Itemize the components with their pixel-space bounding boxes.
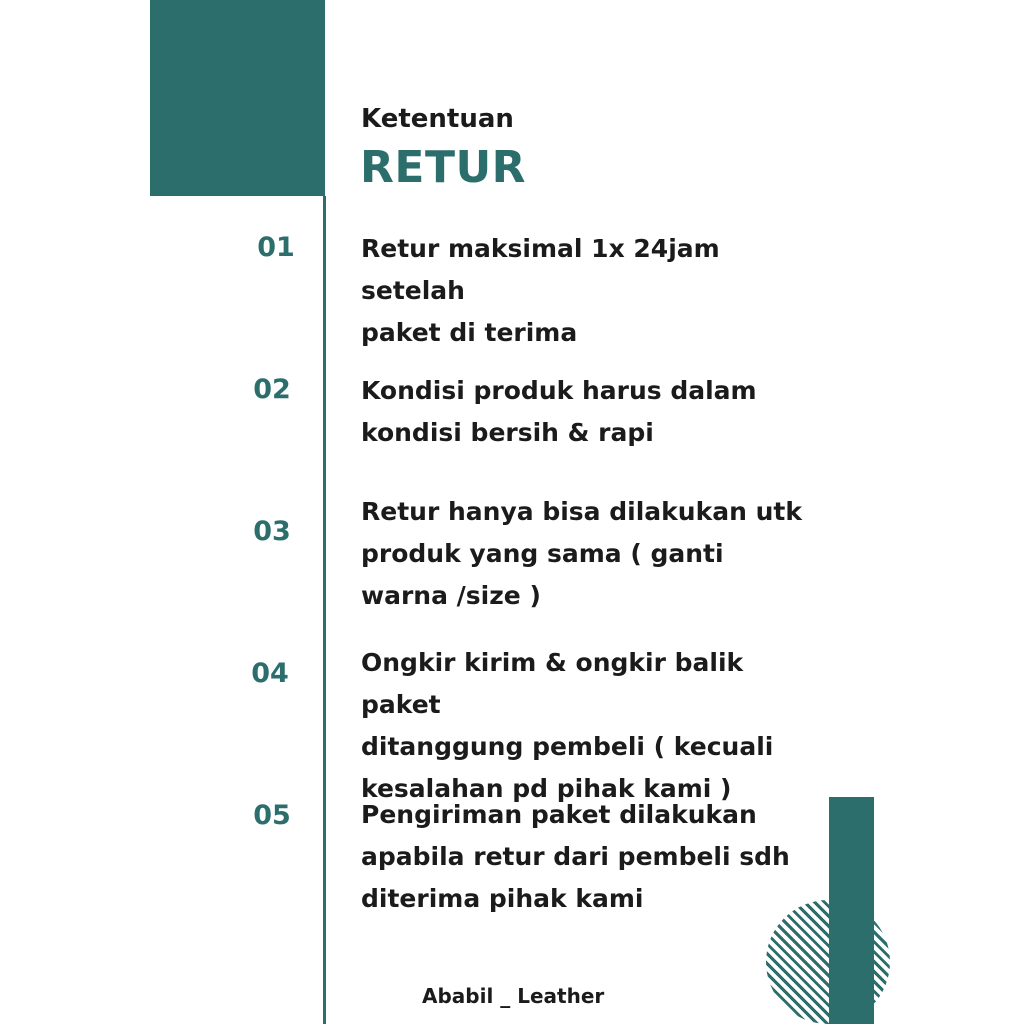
header-title: RETUR (360, 142, 527, 193)
rule-01-line-1: Retur maksimal 1x 24jam setelah (361, 234, 720, 305)
bottom-right-teal-bar (829, 797, 874, 1024)
rule-text-05 (361, 794, 831, 920)
rule-04-line-1: Ongkir kirim & ongkir balik paket (361, 648, 744, 719)
rule-number-04: 04 (251, 658, 289, 689)
rule-03-line-3: warna /size ) (361, 581, 541, 610)
rule-number-05: 05 (253, 800, 291, 831)
rule-text-04 (361, 642, 831, 810)
rule-text-03 (361, 491, 831, 617)
header-subtitle: Ketentuan (361, 104, 514, 134)
rule-05-line-3: diterima pihak kami (361, 884, 644, 913)
rule-04-line-3: kesalahan pd pihak kami ) (361, 774, 732, 803)
rule-03-line-2: produk yang sama ( ganti (361, 539, 724, 568)
vertical-divider-line (323, 196, 326, 1024)
rule-number-03: 03 (253, 516, 291, 547)
rule-number-02: 02 (253, 374, 291, 405)
rule-01-line-2: paket di terima (361, 318, 578, 347)
rule-text-02 (361, 370, 831, 454)
top-left-teal-block (150, 0, 325, 196)
rule-04-line-2: ditanggung pembeli ( kecuali (361, 732, 774, 761)
brand-footer: Ababil _ Leather (422, 984, 605, 1008)
rule-05-line-2: apabila retur dari pembeli sdh (361, 842, 790, 871)
rule-05-line-1: Pengiriman paket dilakukan (361, 800, 757, 829)
rule-text-01 (361, 228, 831, 354)
rule-number-01: 01 (257, 232, 295, 263)
rule-02-line-1: Kondisi produk harus dalam (361, 376, 757, 405)
rule-03-line-1: Retur hanya bisa dilakukan utk (361, 497, 802, 526)
rule-02-line-2: kondisi bersih & rapi (361, 418, 654, 447)
